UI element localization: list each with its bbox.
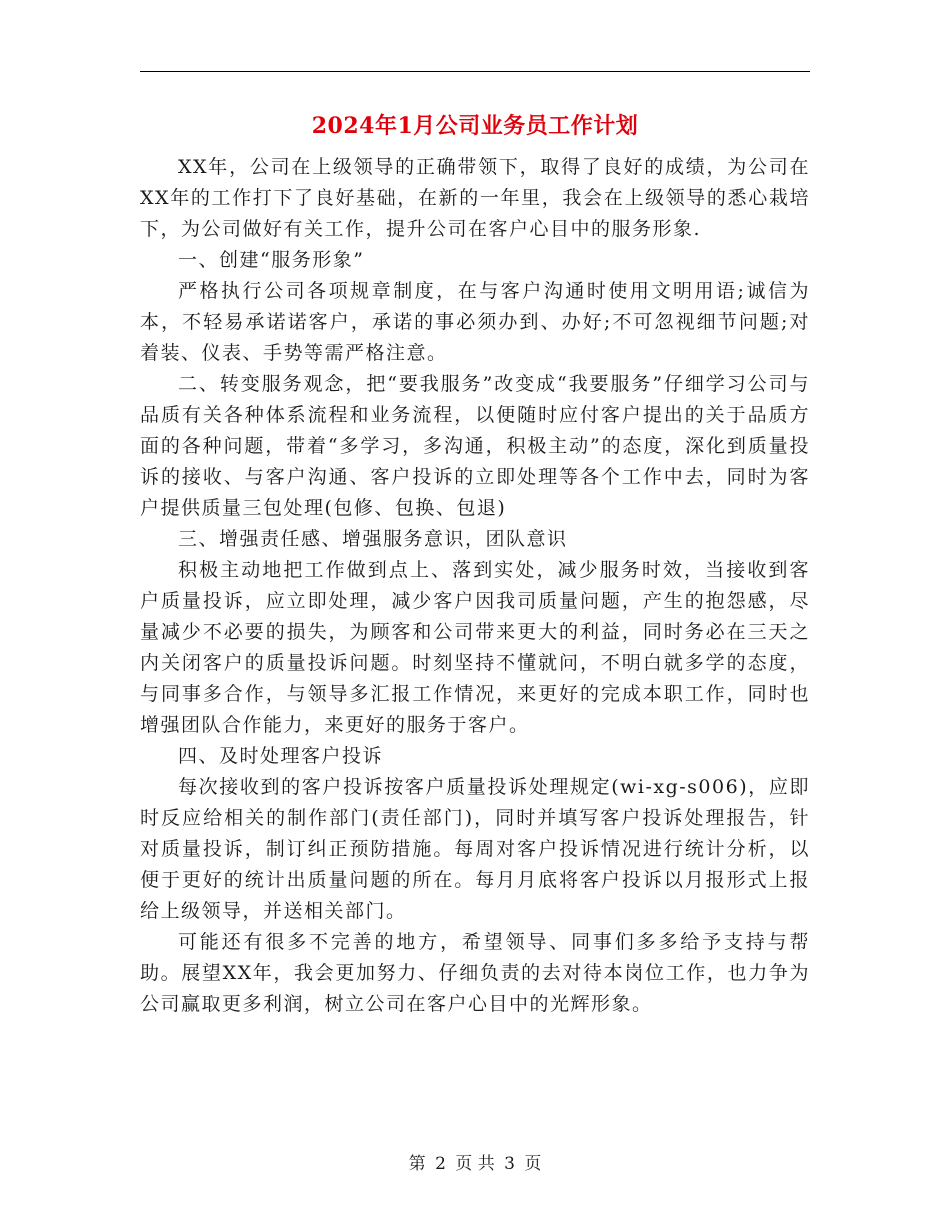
paragraph-intro: XX年，公司在上级领导的正确带领下，取得了良好的成绩，为公司在XX年的工作打下了良好基础，在新的一年里，我会在上级领导的悉心栽培下，为公司做好有关工作，提升公司在客户心目中的服务形象. [140, 156, 810, 240]
footer-prefix: 第 [408, 1154, 426, 1174]
document-body [140, 152, 810, 1020]
paragraph-section-2: 二、转变服务观念，把“要我服务”改变成“我要服务”仔细学习公司与品质有关各种体系流程和业务流程，以便随时应付客户提出的关于品质方面的各种问题，带着“多学习，多沟通，积极主动”的态度，深化到质量投诉的接收、与客户沟通、客户投诉的立即处理等各个工作中去，同时为客户提供质量三包处理(包修、包换、包退) [140, 373, 810, 519]
page-footer [140, 1152, 810, 1176]
section-heading-3: 三、增强责任感、增强服务意识，团队意识 [178, 528, 568, 550]
paragraph-section-1: 严格执行公司各项规章制度，在与客户沟通时使用文明用语;诚信为本，不轻易承诺诺客户，承诺的事必须办到、办好;不可忽视细节问题;对着装、仪表、手势等需严格注意。 [140, 280, 810, 364]
footer-current-page: 2 [435, 1154, 446, 1174]
section-heading-1: 一、创建“服务形象” [178, 249, 365, 271]
paragraph-closing: 可能还有很多不完善的地方，希望领导、同事们多多给予支持与帮助。展望XX年，我会更加努力、仔细负责的去对待本岗位工作，也力争为公司赢取更多利润，树立公司在客户心目中的光辉形象。 [140, 931, 810, 1015]
footer-middle: 页 共 [455, 1154, 495, 1174]
header-rule [140, 71, 810, 72]
paragraph-section-4: 每次接收到的客户投诉按客户质量投诉处理规定(wi-xg-s006)，应即时反应给相关的制作部门(责任部门)，同时并填写客户投诉处理报告，针对质量投诉，制订纠正预防措施。每周对客户投诉情况进行统计分析，以便于更好的统计出质量问题的所在。每月月底将客户投诉以月报形式上报给上级领导，并送相关部门。 [140, 776, 810, 922]
footer-suffix: 页 [524, 1154, 542, 1174]
document-title: 2024年1月公司业务员工作计划 [311, 113, 639, 139]
footer-total-pages: 3 [504, 1154, 515, 1174]
section-heading-4: 四、及时处理客户投诉 [178, 745, 384, 767]
paragraph-section-3: 积极主动地把工作做到点上、落到实处，减少服务时效，当接收到客户质量投诉，应立即处理，减少客户因我司质量问题，产生的抱怨感，尽量减少不必要的损失，为顾客和公司带来更大的利益，同时务必在三天之内关闭客户的质量投诉问题。时刻坚持不懂就问，不明白就多学的态度，与同事多合作，与领导多汇报工作情况，来更好的完成本职工作，同时也增强团队合作能力，来更好的服务于客户。 [140, 559, 810, 736]
